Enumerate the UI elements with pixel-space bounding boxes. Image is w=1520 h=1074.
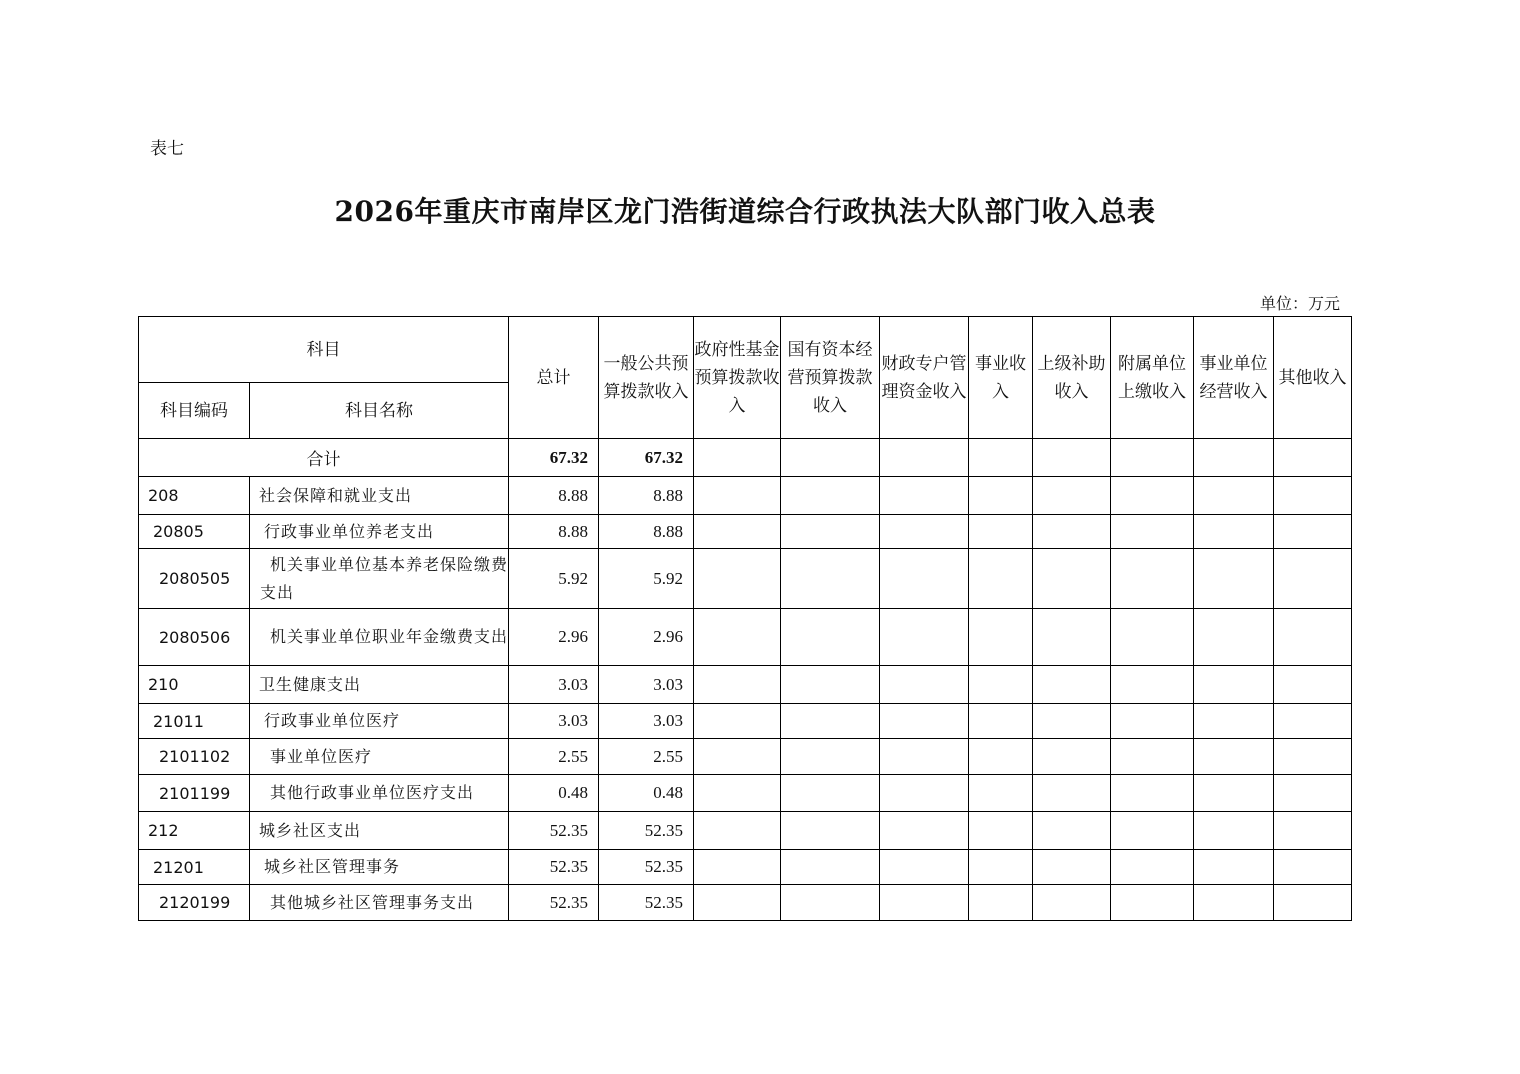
header-col-operating: 事业单位经营收入 xyxy=(1194,317,1274,439)
row-code: 21201 xyxy=(139,850,250,885)
header-col-affiliated: 附属单位上缴收入 xyxy=(1111,317,1194,439)
header-subject: 科目 xyxy=(139,317,509,383)
header-col-general: 一般公共预算拨款收入 xyxy=(599,317,694,439)
row-name: 行政事业单位养老支出 xyxy=(250,515,509,549)
table-number-label: 表七 xyxy=(150,139,184,159)
row-name: 事业单位医疗 xyxy=(250,739,509,775)
row-general: 2.96 xyxy=(599,609,694,666)
row-general: 0.48 xyxy=(599,775,694,812)
header-col-capital: 国有资本经营预算拨款收入 xyxy=(781,317,880,439)
table-row xyxy=(139,515,1352,549)
table-row xyxy=(139,885,1352,921)
table-row xyxy=(139,609,1352,666)
row-total: 8.88 xyxy=(509,515,599,549)
row-total: 2.96 xyxy=(509,609,599,666)
header-col-fund: 政府性基金预算拨款收入 xyxy=(694,317,781,439)
row-general: 8.88 xyxy=(599,477,694,515)
total-row xyxy=(139,439,1352,477)
row-general: 5.92 xyxy=(599,549,694,609)
total-sum: 67.32 xyxy=(509,439,599,477)
row-name: 社会保障和就业支出 xyxy=(250,477,509,515)
table-row xyxy=(139,775,1352,812)
row-name: 其他行政事业单位医疗支出 xyxy=(250,775,509,812)
row-general: 3.03 xyxy=(599,666,694,704)
row-code: 2101102 xyxy=(139,739,250,775)
income-summary-table xyxy=(138,316,1352,921)
row-name: 城乡社区支出 xyxy=(250,812,509,850)
header-col-special: 财政专户管理资金收入 xyxy=(880,317,969,439)
row-total: 52.35 xyxy=(509,850,599,885)
header-name: 科目名称 xyxy=(250,383,509,439)
row-total: 0.48 xyxy=(509,775,599,812)
row-total: 5.92 xyxy=(509,549,599,609)
row-code: 2080505 xyxy=(139,549,250,609)
header-col-other: 其他收入 xyxy=(1274,317,1352,439)
row-code: 20805 xyxy=(139,515,250,549)
header-col-superior: 上级补助收入 xyxy=(1033,317,1111,439)
header-col-business: 事业收入 xyxy=(969,317,1033,439)
table-row xyxy=(139,739,1352,775)
header-col-total: 总计 xyxy=(509,317,599,439)
row-code: 208 xyxy=(139,477,250,515)
row-total: 8.88 xyxy=(509,477,599,515)
row-code: 2080506 xyxy=(139,609,250,666)
table-row xyxy=(139,477,1352,515)
table-row xyxy=(139,812,1352,850)
row-name: 行政事业单位医疗 xyxy=(250,704,509,739)
row-name: 机关事业单位基本养老保险缴费支出 xyxy=(250,549,509,609)
row-general: 52.35 xyxy=(599,885,694,921)
row-total: 3.03 xyxy=(509,666,599,704)
row-total: 2.55 xyxy=(509,739,599,775)
row-total: 3.03 xyxy=(509,704,599,739)
total-general: 67.32 xyxy=(599,439,694,477)
table-row xyxy=(139,704,1352,739)
row-code: 2120199 xyxy=(139,885,250,921)
document-title: 2026年重庆市南岸区龙门浩街道综合行政执法大队部门收入总表 xyxy=(334,195,1156,228)
total-label: 合计 xyxy=(139,439,509,477)
row-code: 2101199 xyxy=(139,775,250,812)
row-name: 机关事业单位职业年金缴费支出 xyxy=(250,609,509,666)
row-total: 52.35 xyxy=(509,812,599,850)
row-general: 3.03 xyxy=(599,704,694,739)
row-code: 210 xyxy=(139,666,250,704)
table-row xyxy=(139,850,1352,885)
row-name: 卫生健康支出 xyxy=(250,666,509,704)
row-general: 8.88 xyxy=(599,515,694,549)
row-total: 52.35 xyxy=(509,885,599,921)
row-name: 城乡社区管理事务 xyxy=(250,850,509,885)
header-code: 科目编码 xyxy=(139,383,250,439)
table-row xyxy=(139,549,1352,609)
row-general: 52.35 xyxy=(599,812,694,850)
row-general: 52.35 xyxy=(599,850,694,885)
row-name: 其他城乡社区管理事务支出 xyxy=(250,885,509,921)
unit-label: 单位：万元 xyxy=(1259,294,1340,313)
row-general: 2.55 xyxy=(599,739,694,775)
row-code: 21011 xyxy=(139,704,250,739)
table-row xyxy=(139,666,1352,704)
row-code: 212 xyxy=(139,812,250,850)
